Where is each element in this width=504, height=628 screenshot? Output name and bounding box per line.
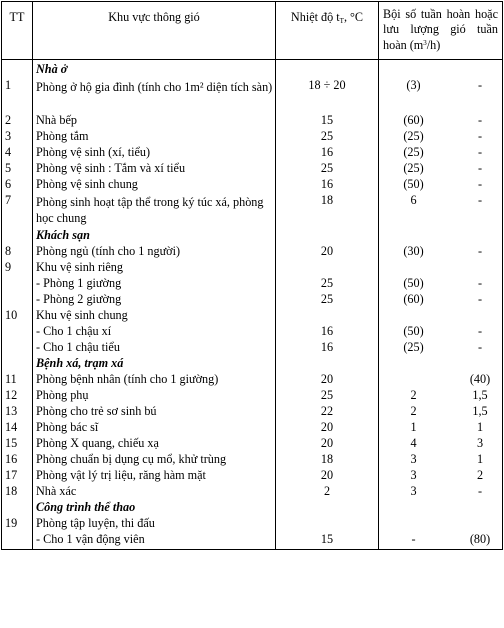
- table-row: [2, 245, 503, 261]
- ratio-left-value: 4: [410, 436, 417, 450]
- ratio-cell: [379, 229, 503, 245]
- ratio-right-value: -: [477, 193, 483, 207]
- area-cell: Phòng chuẩn bị dụng cụ mổ, khử trùng: [33, 453, 276, 469]
- temp-cell: 18: [276, 194, 379, 229]
- area-cell: Phòng bệnh nhân (tính cho 1 giường): [33, 373, 276, 389]
- ratio-left-value: (25): [403, 340, 424, 354]
- section-row: [2, 229, 503, 245]
- section-row: [2, 357, 503, 373]
- table-row: [2, 453, 503, 469]
- ratio-right-value: -: [477, 340, 483, 354]
- ratio-cell: [379, 277, 503, 293]
- area-cell: - Phòng 1 giường: [33, 277, 276, 293]
- ratio-cell: [379, 293, 503, 309]
- tt-cell: 12: [2, 389, 33, 405]
- ratio-cell: [379, 517, 503, 533]
- temp-cell: 25: [276, 293, 379, 309]
- temp-cell: 25: [276, 162, 379, 178]
- temp-cell: 20: [276, 421, 379, 437]
- ratio-cell: [379, 245, 503, 261]
- temp-cell: [276, 229, 379, 245]
- table-row: [2, 341, 503, 357]
- table-row: [2, 114, 503, 130]
- tt-cell: 16: [2, 453, 33, 469]
- tt-cell: 3: [2, 130, 33, 146]
- ratio-cell: [379, 162, 503, 178]
- area-cell: - Phòng 2 giường: [33, 293, 276, 309]
- temp-cell: 15: [276, 114, 379, 130]
- tt-cell: 10: [2, 309, 33, 325]
- area-cell: Phòng bác sĩ: [33, 421, 276, 437]
- temp-cell: 20: [276, 469, 379, 485]
- ratio-cell: [379, 437, 503, 453]
- ratio-cell: [379, 309, 503, 325]
- area-cell: Phòng ở hộ gia đình (tính cho 1m² diện tích sàn): [33, 79, 276, 114]
- ratio-left-value: 6: [410, 193, 417, 207]
- ratio-left-value: (50): [403, 276, 424, 290]
- temp-cell: 16: [276, 146, 379, 162]
- area-cell: Phòng cho trẻ sơ sinh bú: [33, 405, 276, 421]
- table-row: [2, 178, 503, 194]
- table-row: [2, 309, 503, 325]
- table-row: [2, 421, 503, 437]
- ratio-cell: [379, 405, 503, 421]
- ratio-cell: [379, 485, 503, 501]
- tt-cell: 19: [2, 517, 33, 533]
- section-title: Khách sạn: [33, 229, 276, 245]
- ratio-left-value: (3): [406, 78, 421, 92]
- ratio-right-value: 2: [476, 468, 484, 482]
- tt-cell: 9: [2, 261, 33, 277]
- area-cell: Khu vệ sinh chung: [33, 309, 276, 325]
- ratio-left-value: (30): [403, 244, 424, 258]
- header-tt: TT: [2, 2, 33, 60]
- tt-cell: 1: [2, 79, 33, 114]
- temp-cell: 20: [276, 245, 379, 261]
- table-row: [2, 146, 503, 162]
- ratio-left-value: 1: [410, 420, 417, 434]
- tt-cell: 4: [2, 146, 33, 162]
- table-row: [2, 130, 503, 146]
- table-row: [2, 162, 503, 178]
- ratio-right-value: -: [477, 129, 483, 143]
- tt-cell: 18: [2, 485, 33, 501]
- ratio-cell: [379, 130, 503, 146]
- tt-cell: 15: [2, 437, 33, 453]
- header-temp: Nhiệt độ $t_T$, °C: [276, 2, 379, 60]
- temp-cell: 20: [276, 373, 379, 389]
- ratio-cell: [379, 469, 503, 485]
- ratio-left-value: (60): [403, 113, 424, 127]
- tt-cell: [2, 325, 33, 341]
- ratio-cell: [379, 357, 503, 373]
- ratio-right-value: -: [477, 484, 483, 498]
- ratio-cell: [379, 373, 503, 389]
- area-cell: Phòng ngủ (tính cho 1 người): [33, 245, 276, 261]
- ratio-cell: [379, 501, 503, 517]
- ratio-right-value: -: [477, 161, 483, 175]
- header-area: Khu vực thông gió: [33, 2, 276, 60]
- ratio-right-value: 1,5: [472, 404, 488, 418]
- table-row: [2, 469, 503, 485]
- ratio-left-value: (60): [403, 292, 424, 306]
- section-row: [2, 60, 503, 80]
- ratio-cell: [379, 79, 503, 114]
- tt-cell: [2, 293, 33, 309]
- area-cell: Phòng tắm: [33, 130, 276, 146]
- table-row: [2, 485, 503, 501]
- table-row: [2, 194, 503, 229]
- ratio-right-value: 1: [476, 452, 484, 466]
- temp-cell: 18: [276, 453, 379, 469]
- ratio-right-value: -: [477, 292, 483, 306]
- tt-cell: [2, 357, 33, 373]
- ratio-left-value: 3: [410, 468, 417, 482]
- ratio-left-value: (50): [403, 177, 424, 191]
- ratio-left-value: 3: [410, 484, 417, 498]
- section-title: Bệnh xá, trạm xá: [33, 357, 276, 373]
- ratio-right-value: -: [477, 276, 483, 290]
- temp-cell: [276, 261, 379, 277]
- section-title: Nhà ở: [33, 60, 276, 80]
- temp-cell: 25: [276, 130, 379, 146]
- table-row: [2, 373, 503, 389]
- temp-cell: 22: [276, 405, 379, 421]
- ratio-right-value: -: [477, 113, 483, 127]
- header-ratio: Bội số tuần hoàn hoặc lưu lượng gió tuần hoàn $(m^3/h)$: [379, 2, 503, 60]
- table-row: [2, 533, 503, 550]
- area-cell: - Cho 1 chậu tiểu: [33, 341, 276, 357]
- ratio-cell: [379, 146, 503, 162]
- area-cell: Phòng vệ sinh : Tắm và xí tiểu: [33, 162, 276, 178]
- tt-cell: 7: [2, 194, 33, 229]
- temp-cell: [276, 357, 379, 373]
- table-row: [2, 277, 503, 293]
- ratio-cell: [379, 389, 503, 405]
- tt-cell: [2, 341, 33, 357]
- tt-cell: 11: [2, 373, 33, 389]
- tt-cell: [2, 277, 33, 293]
- area-cell: Phòng vệ sinh (xí, tiểu): [33, 146, 276, 162]
- ratio-cell: [379, 533, 503, 550]
- temp-cell: 25: [276, 277, 379, 293]
- ratio-right-value: (40): [469, 372, 491, 386]
- temp-cell: 25: [276, 389, 379, 405]
- ratio-right-value: 1: [476, 420, 484, 434]
- section-row: [2, 501, 503, 517]
- area-cell: Phòng phụ: [33, 389, 276, 405]
- ratio-right-value: (80): [469, 532, 491, 546]
- tt-cell: 5: [2, 162, 33, 178]
- ratio-left-value: 2: [410, 404, 417, 418]
- ratio-left-value: 2: [410, 388, 417, 402]
- ratio-cell: [379, 261, 503, 277]
- tt-cell: 14: [2, 421, 33, 437]
- tt-cell: 13: [2, 405, 33, 421]
- ventilation-table: [1, 1, 503, 550]
- section-title: Công trình thể thao: [33, 501, 276, 517]
- ratio-left-value: (25): [403, 161, 424, 175]
- tt-cell: [2, 533, 33, 550]
- ratio-left-value: 3: [410, 452, 417, 466]
- header-row: [2, 2, 503, 60]
- ratio-cell: [379, 453, 503, 469]
- ratio-left-value: (25): [403, 145, 424, 159]
- ratio-cell: [379, 178, 503, 194]
- area-cell: Nhà xác: [33, 485, 276, 501]
- tt-cell: [2, 60, 33, 80]
- table-body: [2, 60, 503, 550]
- tt-cell: 8: [2, 245, 33, 261]
- temp-cell: 2: [276, 485, 379, 501]
- area-cell: Phòng vật lý trị liệu, răng hàm mặt: [33, 469, 276, 485]
- ratio-cell: [379, 194, 503, 229]
- area-cell: Phòng vệ sinh chung: [33, 178, 276, 194]
- area-cell: - Cho 1 vận động viên: [33, 533, 276, 550]
- temp-cell: 20: [276, 437, 379, 453]
- temp-cell: 15: [276, 533, 379, 550]
- ratio-right-value: -: [477, 145, 483, 159]
- tt-cell: 17: [2, 469, 33, 485]
- tt-cell: [2, 501, 33, 517]
- table-row: [2, 79, 503, 114]
- table-row: [2, 517, 503, 533]
- ratio-right-value: -: [477, 244, 483, 258]
- ratio-right-value: -: [477, 177, 483, 191]
- ratio-right-value: -: [477, 324, 483, 338]
- ratio-cell: [379, 421, 503, 437]
- ratio-right-value: 3: [476, 436, 484, 450]
- ratio-left-value: (50): [403, 324, 424, 338]
- ratio-cell: [379, 60, 503, 80]
- ratio-left-value: -: [411, 532, 416, 546]
- temp-cell: 16: [276, 325, 379, 341]
- ratio-right-value: -: [477, 78, 483, 92]
- table-row: [2, 437, 503, 453]
- area-cell: Phòng X quang, chiếu xạ: [33, 437, 276, 453]
- tt-cell: 2: [2, 114, 33, 130]
- temp-cell: [276, 501, 379, 517]
- table-row: [2, 293, 503, 309]
- temp-cell: 16: [276, 341, 379, 357]
- temp-cell: [276, 517, 379, 533]
- table-row: [2, 261, 503, 277]
- table-row: [2, 405, 503, 421]
- ratio-right-value: 1,5: [472, 388, 488, 402]
- ratio-left-value: (25): [403, 129, 424, 143]
- area-cell: Phòng sinh hoạt tập thể trong ký túc xá, phòng học chung: [33, 194, 276, 229]
- temp-cell: 18 ÷ 20: [276, 79, 379, 114]
- table-row: [2, 389, 503, 405]
- ratio-cell: [379, 114, 503, 130]
- table-row: [2, 325, 503, 341]
- area-cell: Nhà bếp: [33, 114, 276, 130]
- ratio-cell: [379, 341, 503, 357]
- tt-cell: 6: [2, 178, 33, 194]
- tt-cell: [2, 229, 33, 245]
- temp-cell: [276, 309, 379, 325]
- temp-cell: 16: [276, 178, 379, 194]
- area-cell: Khu vệ sinh riêng: [33, 261, 276, 277]
- area-cell: - Cho 1 chậu xí: [33, 325, 276, 341]
- ratio-cell: [379, 325, 503, 341]
- area-cell: Phòng tập luyện, thi đấu: [33, 517, 276, 533]
- temp-cell: [276, 60, 379, 80]
